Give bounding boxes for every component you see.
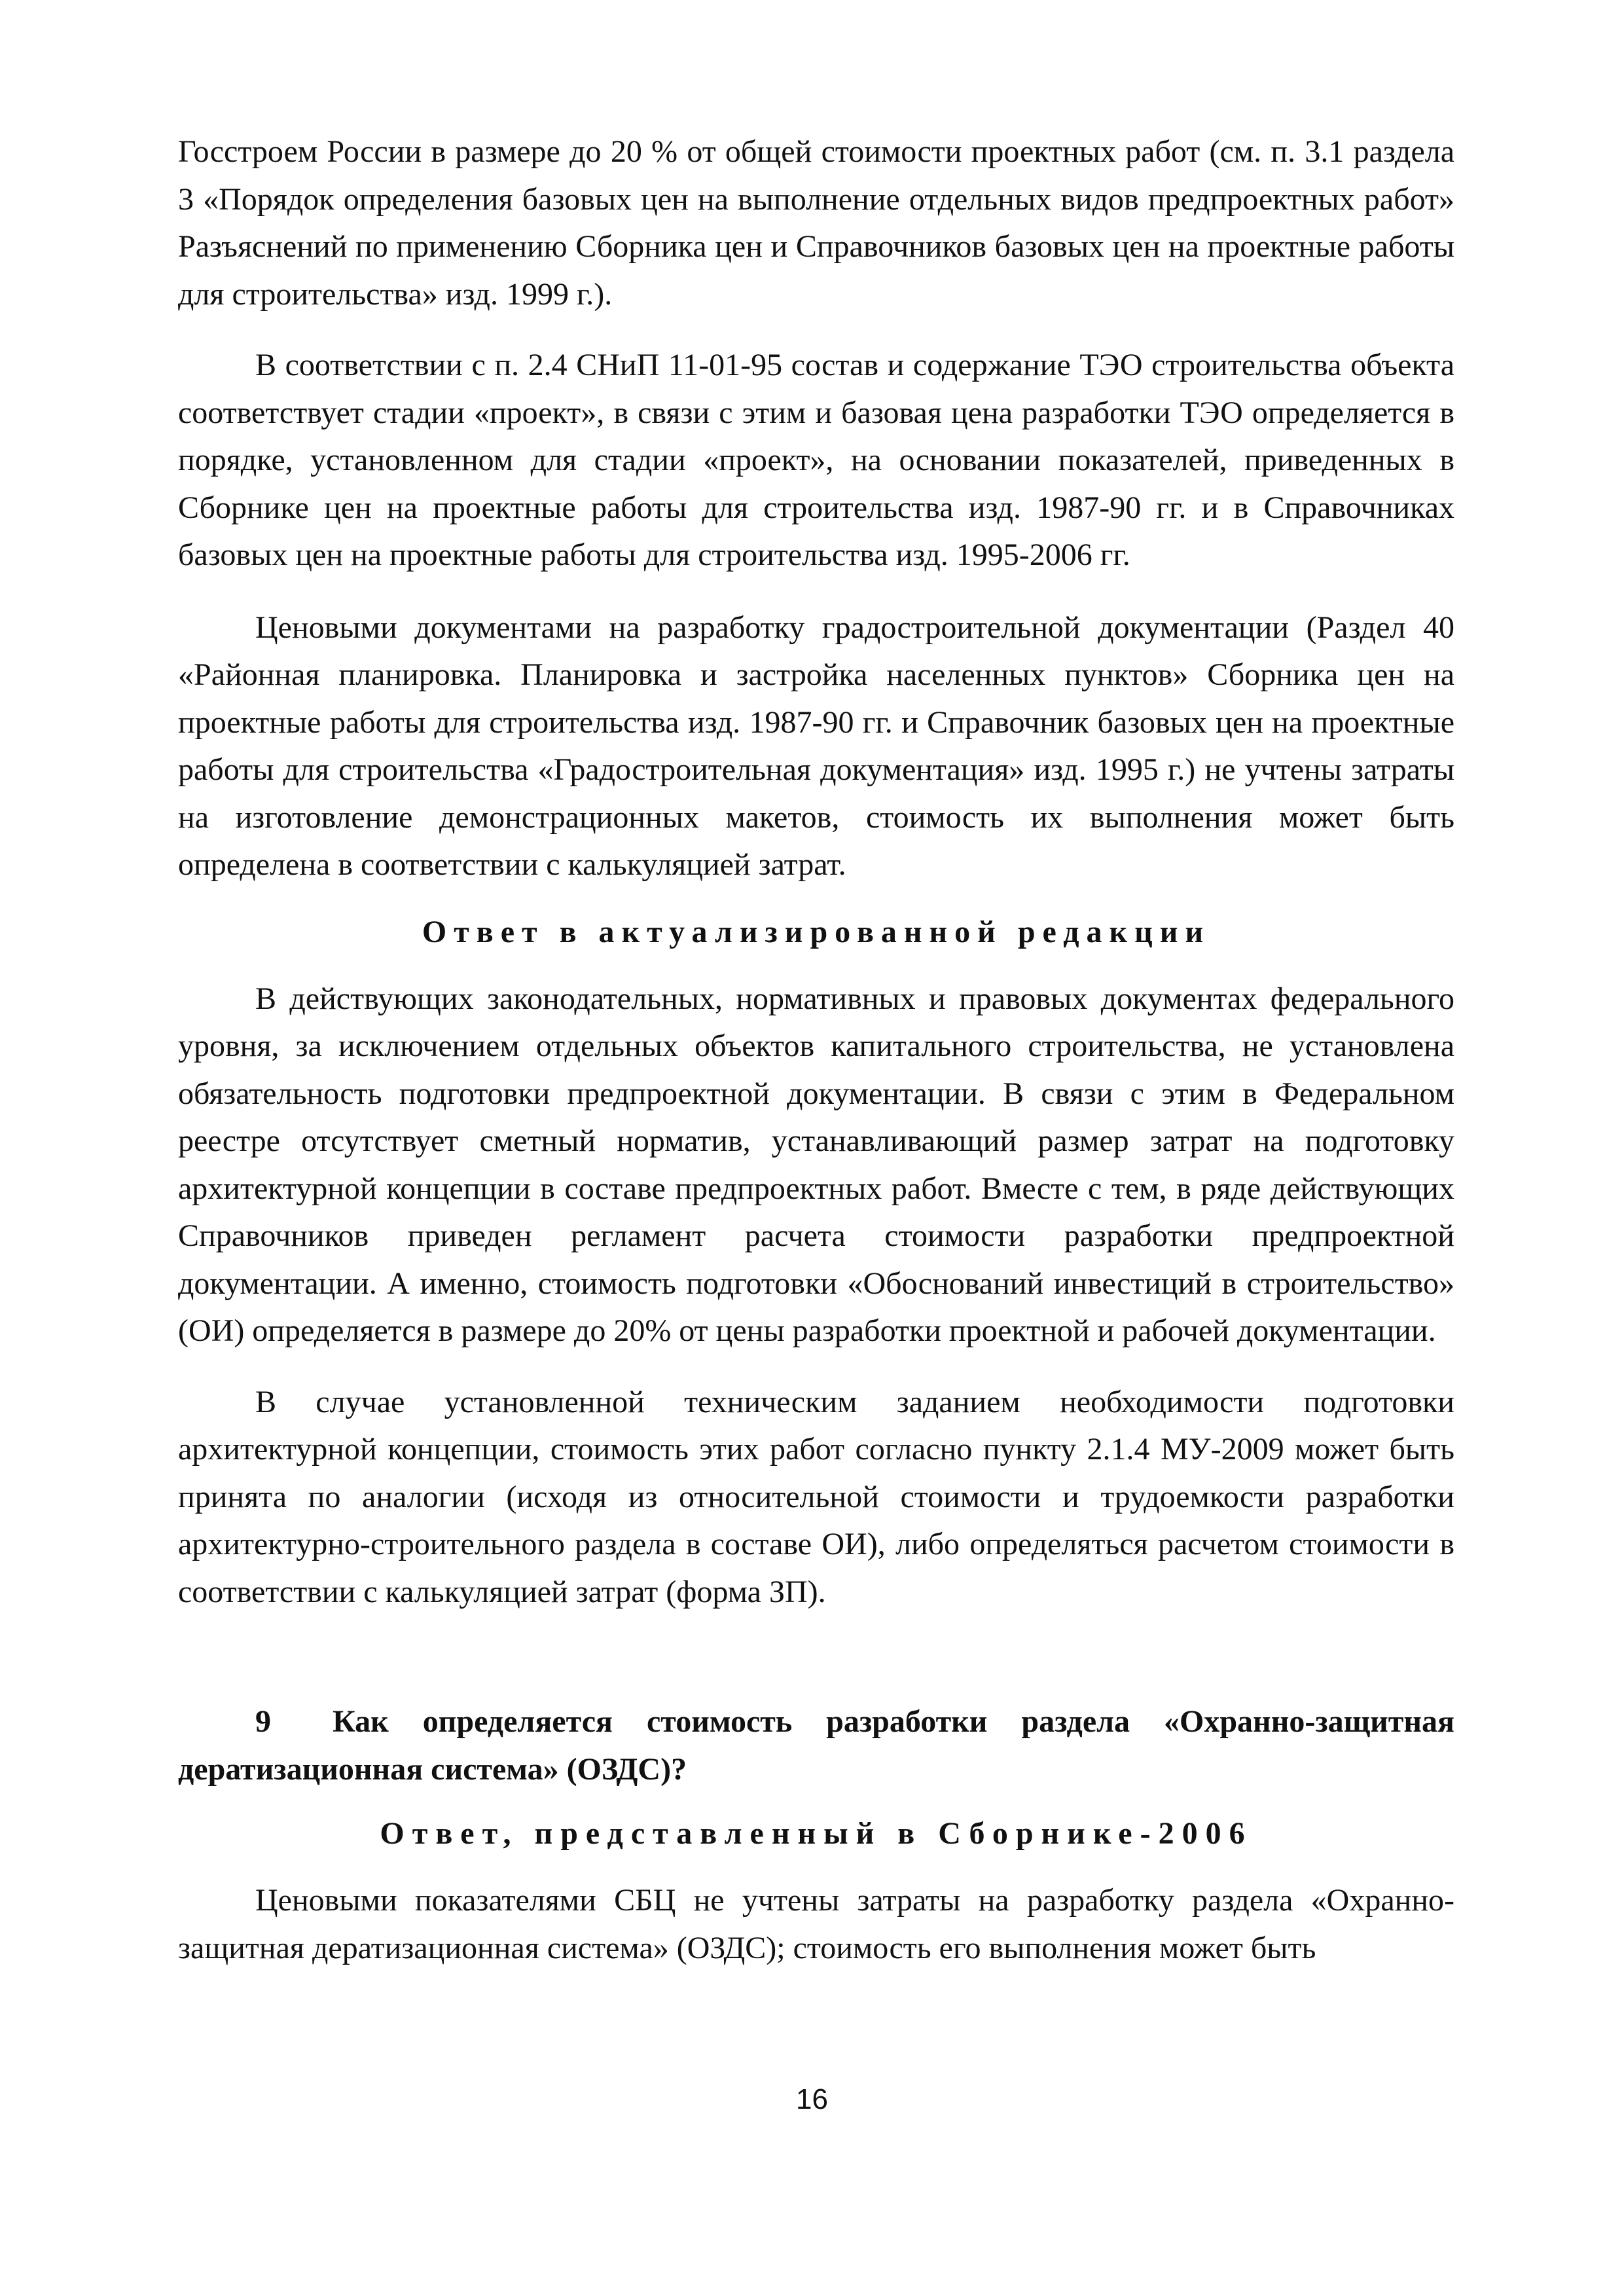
paragraph-actual-1: В действующих законодательных, нормативных и правовых документах федерального уровня, за исключением отдельных объектов капитального строительства, не установлена обязательность подготовки предпроектной документации. В связи с этим в Федеральном реестре отсутствует сметный норматив, устанавливающий размер затрат на подготовку архитектурной концепции в составе предпроектных работ. Вместе с тем, в ряде действующих Справочников приведен регламент расчета стоимости разработки предпроектной документации. А именно, стоимость подготовки «Обоснований инвестиций в строительство» (ОИ) определяется в размере до 20% от цены разработки проектной и рабочей документации. [178,981,1454,1348]
heading-actual-edition: Ответ в актуализированной редакции [422,914,1211,949]
paragraph-teo: В соответствии с п. 2.4 СНиП 11-01-95 состав и содержание ТЭО строительства объекта соответствует стадии «проект», в связи с этим и базовая цена разработки ТЭО определяется в порядке, установленном для стадии «проект», на основании показателей, приведенных в Сборнике цен на проектные работы для строительства изд. 1987-90 гг. и в Справочниках базовых цен на проектные работы для строительства изд. 1995-2006 гг. [178,348,1454,572]
question-text: Как определяется стоимость разработки раздела «Охранно-защитная дератизационная система» (ОЗДС)? [178,1704,1454,1787]
paragraph-continuation: Госстроем России в размере до 20 % от общей стоимости проектных работ (см. п. 3.1 раздела 3 «Порядок определения базовых цен на выполнение отдельных видов предпроектных работ» Разъяснений по применению Сборника цен и Справочников базовых цен на проектные работы для строительства» изд. 1999 г.). [178,134,1454,312]
page-body [178,128,1454,1972]
paragraph-urban-planning: Ценовыми документами на разработку градостроительной документации (Раздел 40 «Районная планировка. Планировка и застройка населенных пунктов» Сборника цен на проектные работы для строительства изд. 1987-90 гг. и Справочник базовых цен на проектные работы для строительства «Градостроительная документация» изд. 1995 г.) не учтены затраты на изготовление демонстрационных макетов, стоимость их выполнения может быть определена в соответствии с калькуляцией затрат. [178,610,1454,882]
question-9 [178,1698,1454,1793]
page-number: 16 [796,2083,828,2115]
heading-collection-answer: Ответ, представленный в Сборнике-2006 [380,1816,1253,1851]
paragraph-actual-2: В случае установленной техническим заданием необходимости подготовки архитектурной концепции, стоимость этих работ согласно пункту 2.1.4 МУ-2009 может быть принята по аналогии (исходя из относительной стоимости и трудоемкости разработки архитектурно-строительного раздела в составе ОИ), либо определяться расчетом стоимости в соответствии с калькуляцией затрат (форма ЗП). [178,1384,1454,1609]
paragraph-ozds: Ценовыми показателями СБЦ не учтены затраты на разработку раздела «Охранно-защитная дератизационная система» (ОЗДС); стоимость его выполнения может быть [178,1883,1454,1965]
question-number: 9 [255,1704,271,1739]
